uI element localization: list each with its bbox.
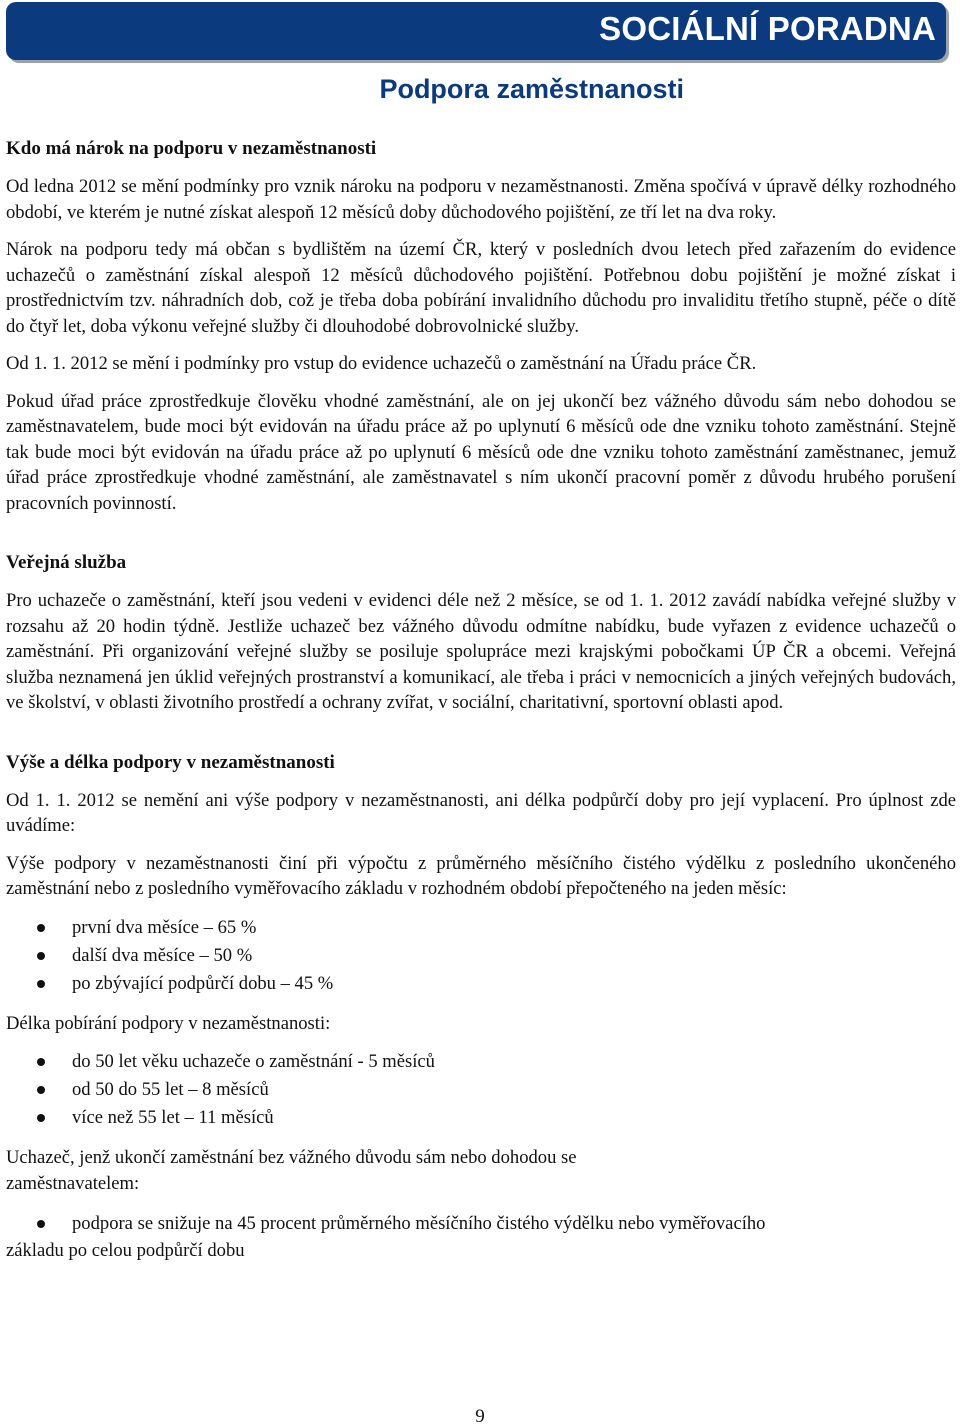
paragraph: Pokud úřad práce zprostředkuje člověku vhodné zaměstnání, ale on jej ukončí bez vážného důvodu sám nebo dohodou se zaměstnavatelem, bude moci být evidován na úřadu práce až po uplynutí 6 měsíců ode dne vzniku tohoto zaměstnání. Stejně tak bude moci být evidován na úřadu práce až po uplynutí 6 měsíců ode dne vzniku tohoto zaměstnání zaměstnanec, jemuž úřad práce zprostředkuje vhodné zaměstnání, ale zaměstnavatel s ním ukončí pracovní poměr z důvodu hrubého porušení pracovních povinností. [6,390,956,514]
bullet-icon [37,1058,45,1066]
paragraph: Od 1. 1. 2012 se mění i podmínky pro vstup do evidence uchazečů o zaměstnání na Úřadu práce ČR. [6,353,757,374]
list-item: další dva měsíce – 50 % [6,942,956,970]
list-item: do 50 let věku uchazeče o zaměstnání - 5 měsíců [6,1048,956,1076]
section-heading-amount-duration: Výše a délka podpory v nezaměstnanosti [6,751,335,773]
list-item: od 50 do 55 let – 8 měsíců [6,1076,956,1104]
paragraph: Od ledna 2012 se mění podmínky pro vznik nároku na podporu v nezaměstnanosti. Změna spočívá v úpravě délky rozhodného období, ve kterém je nutné získat alespoň 12 měsíců doby důchodového pojištění, ze tří let na dva roky. [6,176,956,223]
bullet-icon [37,924,45,932]
list-item: po zbývající podpůrčí dobu – 45 % [6,970,956,998]
page-subtitle: Podpora zaměstnanosti [379,74,684,104]
banner-title: SOCIÁLNÍ PORADNA [599,10,936,47]
duration-list [6,1048,956,1132]
header-banner [6,2,946,60]
list-item: první dva měsíce – 65 % [6,914,956,942]
amount-list [6,914,956,998]
paragraph: Délka pobírání podpory v nezaměstnanosti: [6,1012,331,1034]
paragraph: Výše podpory v nezaměstnanosti činí při výpočtu z průměrného měsíčního čistého výdělku z posledního ukončeného zaměstnání nebo z posledního vyměřovacího základu v rozhodném období přepočteného na jeden měsíc: [6,852,956,899]
list-item: podpora se snižuje na 45 procent průměrného měsíčního čistého výdělku nebo vyměřovacího základu po celou podpůrčí dobu [6,1213,766,1261]
section-heading-public-service: Veřejná služba [6,552,127,573]
bullet-icon [37,1220,45,1228]
document-body [6,136,956,1264]
paragraph: Od 1. 1. 2012 se nemění ani výše podpory v nezaměstnanosti, ani délka podpůrčí doby pro její vyplacení. Pro úplnost zde uvádíme: [6,789,956,836]
bullet-icon [37,980,45,988]
bullet-icon [37,952,45,960]
paragraph: Uchazeč, jenž ukončí zaměstnání bez vážného důvodu sám nebo dohodou se zaměstnavatelem: [6,1147,577,1194]
paragraph: Nárok na podporu tedy má občan s bydlištěm na území ČR, který v posledních dvou letech před zařazením do evidence uchazečů o zaměstnání získal alespoň 12 měsíců důchodového pojištění. Potřebnou dobu pojištění je možné získat i prostřednictvím tzv. náhradních dob, což je třeba doba pobírání invalidního důchodu pro invaliditu třetího stupně, péče o dítě do čtyř let, doba výkonu veřejné služby či dlouhodobé dobrovolnické služby. [6,239,956,337]
page-number: 9 [475,1406,485,1427]
list-item: více než 55 let – 11 měsíců [6,1104,956,1132]
paragraph: Pro uchazeče o zaměstnání, kteří jsou vedeni v evidenci déle než 2 měsíce, se od 1. 1. 2012 zavádí nabídka veřejné služby v rozsahu až 20 hodin týdně. Jestliže uchazeč bez vážného důvodu odmítne nabídku, bude vyřazen z evidence uchazečů o zaměstnání. Při organizování veřejné služby se posiluje spolupráce mezi krajskými pobočkami ÚP ČR a obcemi. Veřejná služba neznamená jen úklid veřejných prostranství a komunikací, ale třeba i práci v nemocnicích a jiných veřejných budovách, ve školství, v oblasti životního prostředí a ochrany zvířat, v sociální, charitativní, sportovní oblasti apod. [6,590,956,713]
section-heading-eligibility: Kdo má nárok na podporu v nezaměstnanosti [6,138,377,159]
bullet-icon [37,1086,45,1094]
bullet-icon [37,1114,45,1122]
